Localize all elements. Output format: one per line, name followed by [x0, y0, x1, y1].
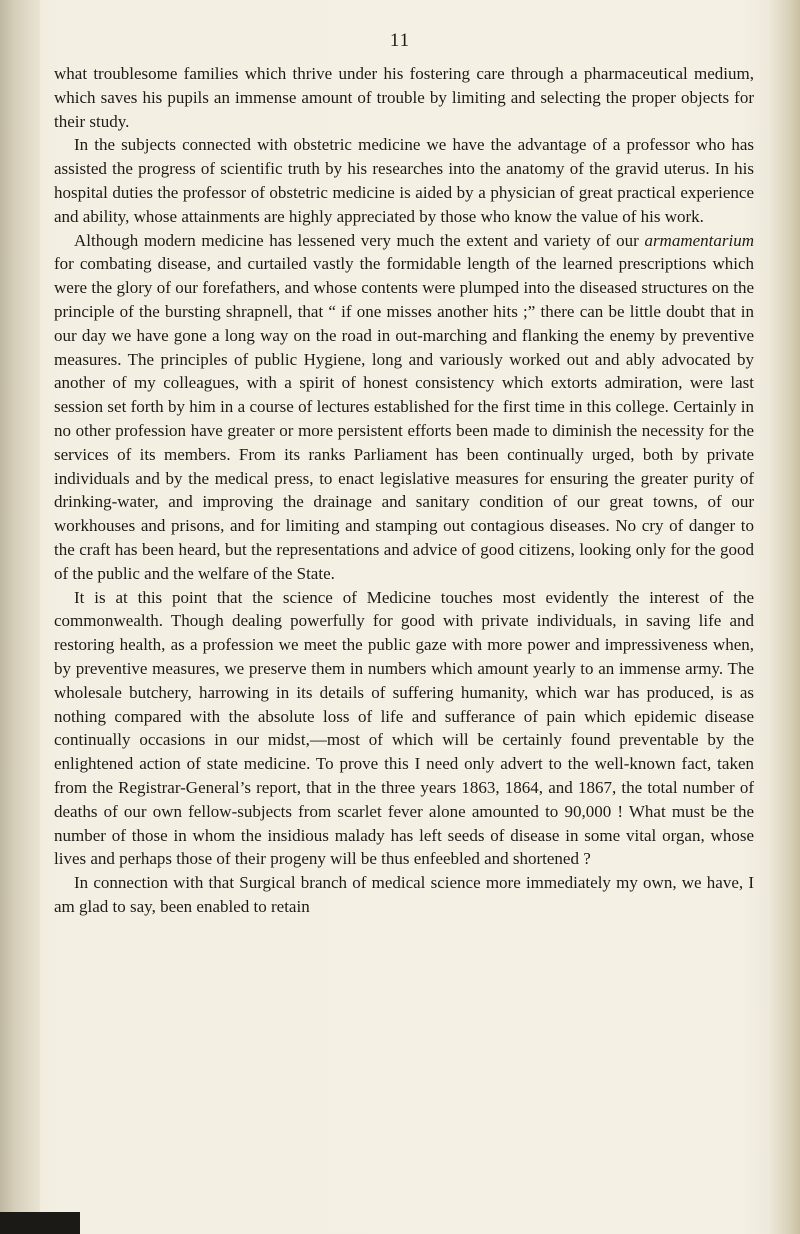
paragraph	[54, 871, 754, 919]
page-number: 11	[389, 30, 411, 51]
paragraph	[54, 62, 754, 133]
body-text	[54, 62, 754, 919]
binding-shadow	[0, 0, 40, 1234]
paragraph	[54, 586, 754, 872]
paragraph-text: what troublesome families which thrive under his fostering care through a pharmaceutical medium, which saves his pupils an immense amount of trouble by limiting and selecting the proper objects for their study.	[54, 64, 754, 131]
italic-term: armamentarium	[644, 230, 754, 250]
paragraph-text: In the subjects connected with obstetric medicine we have the advantage of a professor who has assisted the progress of scientific truth by his researches into the anatomy of the gravid uterus. In his hospital duties the professor of obstetric medicine is aided by a physician of great practical experience and ability, whose attainments are highly appreciated by those who know the value of his work.	[54, 135, 754, 226]
scan-shadow	[0, 1212, 80, 1234]
paragraph	[54, 229, 754, 586]
paragraph-text: In connection with that Surgical branch of medical science more immediately my own, we have, I am glad to say, been enabled to retain	[54, 873, 754, 916]
paragraph-text: for combating disease, and curtailed vastly the formidable length of the learned prescriptions which were the glory of our forefathers, and whose contents were plumped into the diseased structures on the principle of the bursting shrapnell, that “ if one misses another hits ;” there can be little doubt that in our day we have gone a long way on the road in out-marching and flanking the enemy by preventive measures. The principles of public Hygiene, long and variously worked out and ably advocated by another of my colleagues, with a spirit of honest consistency which extorts admiration, were last session set forth by him in a course of lectures established for the first time in this college. Certainly in no other profession have greater or more persistent efforts been made to diminish the necessity for the services of its members. From its ranks Parliament has been continually urged, both by private individuals and by the medical press, to enact legislative measures for ensuring the greater purity of drinking-water, and improving the drainage and sanitary condition of our great towns, of our workhouses and prisons, and for limiting and stamping out contagious diseases. No cry of danger to the craft has been heard, but the representations and advice of good citizens, looking only for the good of the public and the welfare of the State.	[54, 254, 754, 583]
paragraph-text: It is at this point that the science of Medicine touches most evidently the interest of the commonwealth. Though dealing powerfully for good with private individuals, in saving life and restoring health, as a profession we meet the public gaze with more power and impressiveness when, by preventive measures, we preserve them in numbers which amount yearly to an immense army. The wholesale butchery, harrowing in its details of suffering humanity, which war has produced, is as nothing compared with the absolute loss of life and sufferance of pain which epidemic disease continually occasions in our midst,—most of which will be certainly found preventable by the enlightened action of state medicine. To prove this I need only advert to the well-known fact, taken from the Registrar-General’s report, that in the three years 1863, 1864, and 1867, the total number of deaths of our own fellow-subjects from scarlet fever alone amounted to 90,000 ! What must be the number of those in whom the insidious malady has left seeds of disease in some vital organ, whose lives and perhaps those of their progeny will be thus enfeebled and shortened ?	[54, 587, 754, 869]
page-edge	[770, 0, 800, 1234]
paragraph	[54, 133, 754, 228]
paragraph-text: Although modern medicine has lessened very much the extent and variety of our	[74, 230, 645, 250]
